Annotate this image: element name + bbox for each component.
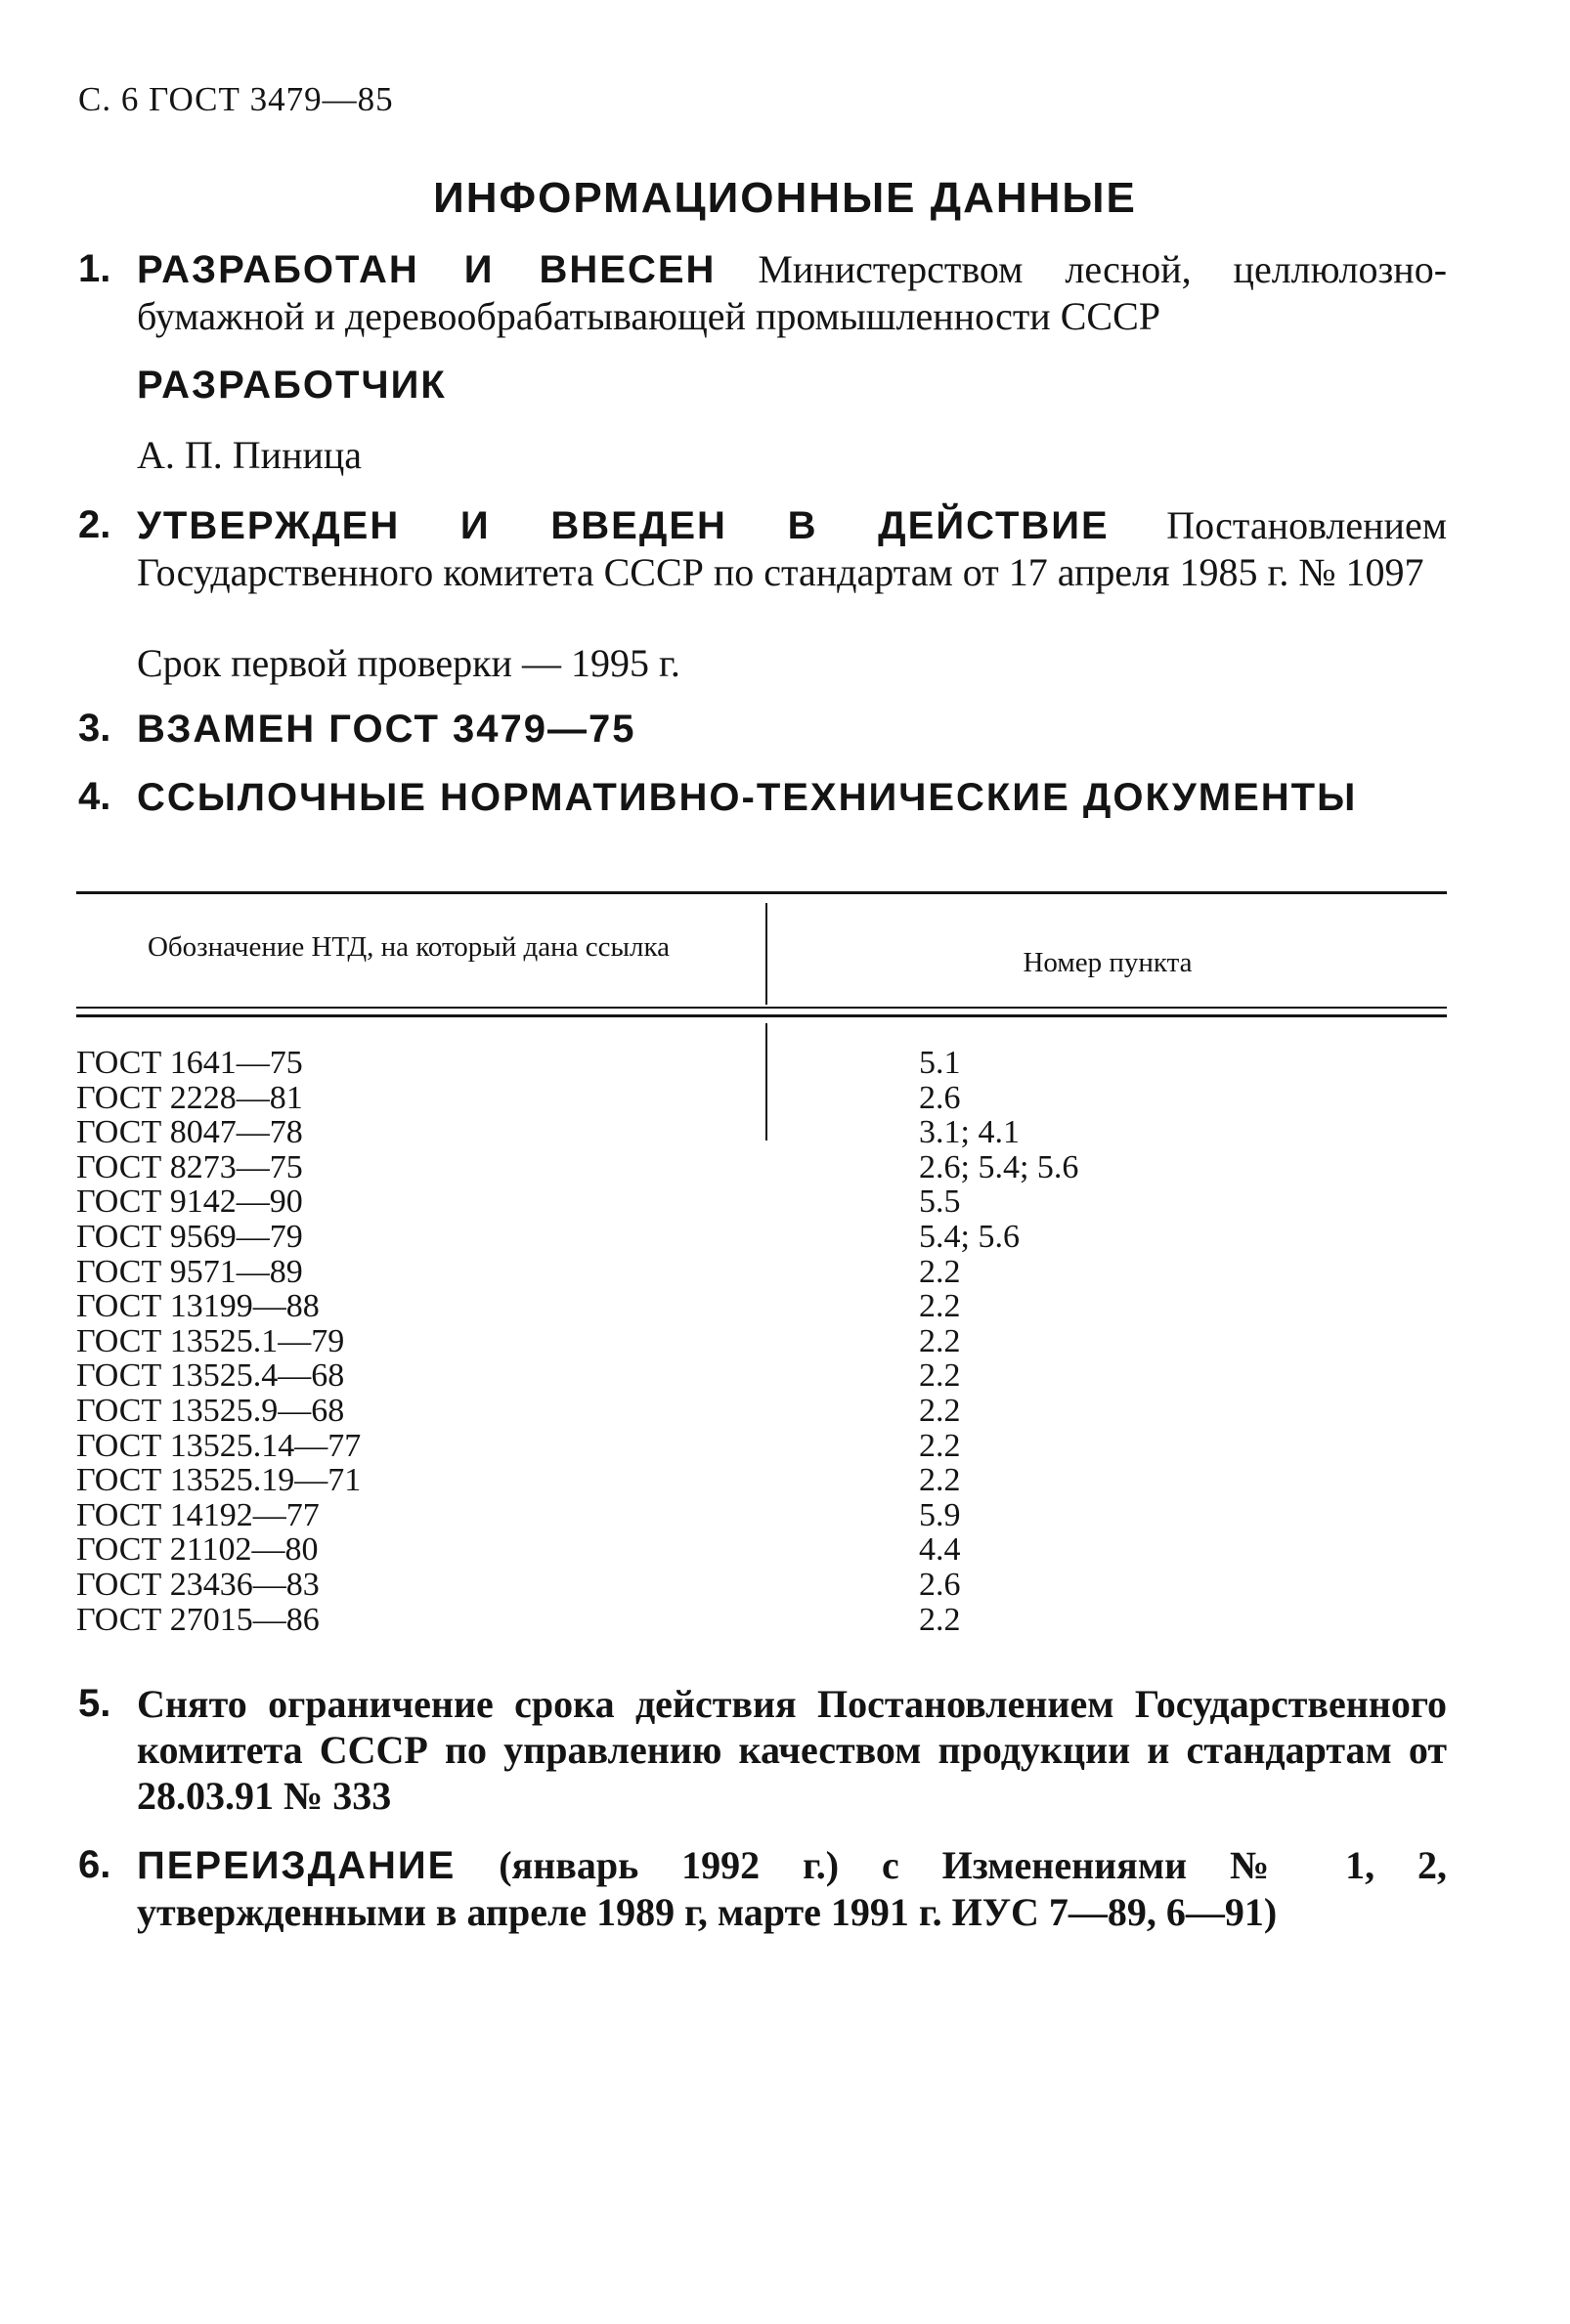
item-column	[919, 1046, 1408, 1637]
section-6-body	[137, 1842, 1447, 1935]
section-3	[78, 706, 1447, 753]
section-1-number: 1.	[78, 247, 111, 290]
developer-label: РАЗРАБОТЧИК	[137, 364, 447, 407]
table-cell-item: 2.2	[919, 1357, 961, 1395]
section-6-number: 6.	[78, 1843, 111, 1886]
first-check-date: Срок первой проверки — 1995 г.	[137, 641, 680, 685]
table-cell-document: ГОСТ 13525.14—77	[76, 1427, 362, 1464]
table-cell-document: ГОСТ 13199—88	[76, 1288, 320, 1325]
section-2-heading: УТВЕРЖДЕН И ВВЕДЕН В ДЕЙСТВИЕ	[137, 504, 1110, 547]
section-4-body	[137, 774, 1447, 821]
section-6-text: (январь 1992 г.) с Изменениями № 1, 2, утвержденными в апреле 1989 г, марте 1991 г. ИУС 7—89, 6—91)	[137, 1843, 1448, 1934]
table-cell-item: 4.4	[919, 1531, 961, 1569]
table-body-divider	[765, 1023, 767, 1140]
table-cell-item: 5.9	[919, 1496, 961, 1533]
table-cell-item: 2.6	[919, 1079, 961, 1116]
table-cell-item: 2.6	[919, 1566, 961, 1603]
table-cell-document: ГОСТ 21102—80	[76, 1531, 319, 1569]
table-cell-document: ГОСТ 13525.9—68	[76, 1392, 345, 1429]
table-cell-item: 2.2	[919, 1322, 961, 1359]
table-cell-item: 5.5	[919, 1184, 961, 1221]
table-cell-item: 2.2	[919, 1288, 961, 1325]
table-cell-item: 2.2	[919, 1601, 961, 1638]
section-3-number: 3.	[78, 707, 111, 750]
section-5-text: Снято ограничение срока действия Постановлением Государственного комитета СССР по управлению качеством продукции и стандартам от 28.03.91 № 333	[137, 1682, 1447, 1818]
table-cell-document: ГОСТ 23436—83	[76, 1566, 320, 1603]
table-cell-item: 5.1	[919, 1045, 961, 1081]
section-1-body	[137, 246, 1447, 339]
table-cell-item: 5.4; 5.6	[919, 1218, 1020, 1255]
table-top-rule	[76, 891, 1447, 894]
section-4-heading: ССЫЛОЧНЫЕ НОРМАТИВНО-ТЕХНИЧЕСКИЕ ДОКУМЕНТЫ	[137, 776, 1358, 819]
table-cell-document: ГОСТ 8273—75	[76, 1148, 303, 1185]
reference-table	[76, 891, 1447, 1654]
table-cell-item: 2.2	[919, 1462, 961, 1499]
section-5	[78, 1681, 1447, 1819]
developer-name: А. П. Пиница	[137, 433, 363, 477]
section-2-body	[137, 502, 1447, 595]
table-cell-item: 2.6; 5.4; 5.6	[919, 1148, 1079, 1185]
column-header-item: Номер пункта	[1023, 947, 1193, 978]
section-3-heading: ВЗАМЕН ГОСТ 3479—75	[137, 708, 636, 751]
table-cell-document: ГОСТ 13525.4—68	[76, 1357, 345, 1395]
section-2-text: Постановлением Государственного комитета СССР по стандартам от 17 апреля 1985 г. № 1097	[137, 503, 1448, 594]
table-cell-document: ГОСТ 9571—89	[76, 1253, 303, 1290]
document-title: ИНФОРМАЦИОННЫЕ ДАННЫЕ	[433, 174, 1137, 222]
section-5-number: 5.	[78, 1682, 111, 1725]
document-column	[76, 1046, 741, 1637]
section-6	[78, 1842, 1447, 1935]
table-cell-document: ГОСТ 13525.19—71	[76, 1462, 362, 1499]
section-3-body	[137, 706, 1447, 753]
table-header-rule-2	[76, 1014, 1447, 1017]
section-1-text: Министерством лесной, целлюлозно-бумажной и деревообрабатывающей промышленности СССР	[137, 247, 1448, 338]
section-4	[78, 774, 1447, 821]
table-cell-document: ГОСТ 1641—75	[76, 1045, 303, 1081]
page-header-reference: С. 6 ГОСТ 3479—85	[78, 80, 394, 118]
section-2	[78, 502, 1447, 595]
table-cell-document: ГОСТ 13525.1—79	[76, 1322, 345, 1359]
table-cell-item: 2.2	[919, 1392, 961, 1429]
table-cell-document: ГОСТ 2228—81	[76, 1079, 303, 1116]
section-1	[78, 246, 1447, 339]
table-cell-item: 3.1; 4.1	[919, 1114, 1020, 1151]
table-cell-document: ГОСТ 9569—79	[76, 1218, 303, 1255]
table-cell-document: ГОСТ 14192—77	[76, 1496, 320, 1533]
section-4-number: 4.	[78, 775, 111, 818]
table-cell-document: ГОСТ 8047—78	[76, 1114, 303, 1151]
table-cell-document: ГОСТ 9142—90	[76, 1184, 303, 1221]
section-6-heading: ПЕРЕИЗДАНИЕ	[137, 1844, 457, 1887]
section-2-number: 2.	[78, 503, 111, 546]
table-header-rule-1	[76, 1007, 1447, 1009]
table-cell-item: 2.2	[919, 1253, 961, 1290]
table-cell-item: 2.2	[919, 1427, 961, 1464]
table-cell-document: ГОСТ 27015—86	[76, 1601, 320, 1638]
column-header-document: Обозначение НТД, на который дана ссылка	[147, 931, 671, 963]
table-header-divider	[765, 903, 767, 1005]
section-1-heading: РАЗРАБОТАН И ВНЕСЕН	[137, 248, 717, 291]
